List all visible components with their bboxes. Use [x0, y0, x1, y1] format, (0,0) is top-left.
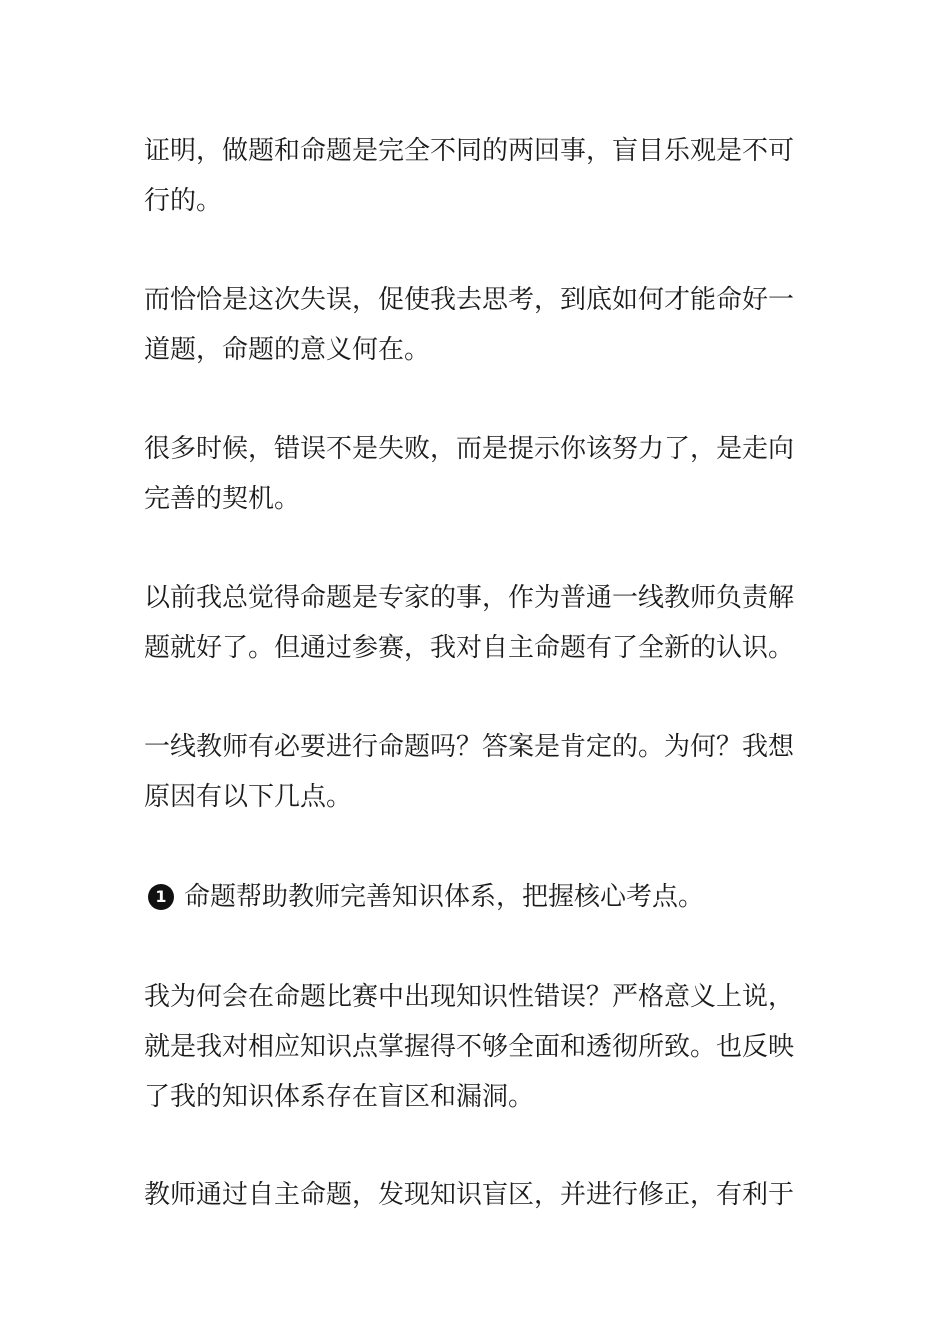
- paragraph-line: 一线教师有必要进行命题吗？答案是肯定的。为何？我想: [144, 732, 795, 762]
- paragraph-line: 教师通过自主命题，发现知识盲区，并进行修正，有利于: [144, 1180, 795, 1210]
- paragraph-line: 以前我总觉得命题是专家的事，作为普通一线教师负责解: [144, 583, 795, 613]
- paragraph-7: [144, 1170, 808, 1220]
- paragraph-line: 完善的契机。: [144, 484, 301, 514]
- number-badge-icon: 1: [148, 884, 174, 910]
- paragraph-4: [144, 573, 808, 673]
- paragraph-line: 题就好了。但通过参赛，我对自主命题有了全新的认识。: [144, 633, 795, 663]
- paragraph-line: 行的。: [144, 186, 223, 216]
- paragraph-line: 我为何会在命题比赛中出现知识性错误？严格意义上说，: [144, 982, 795, 1012]
- paragraph-line: 道题，命题的意义何在。: [144, 335, 431, 365]
- numbered-heading-text: 命题帮助教师完善知识体系，把握核心考点。: [184, 882, 705, 912]
- numbered-heading: [144, 872, 808, 922]
- paragraph-line: 而恰恰是这次失误，促使我去思考，到底如何才能命好一: [144, 285, 795, 315]
- paragraph-1: [144, 126, 808, 226]
- paragraph-line: 就是我对相应知识点掌握得不够全面和透彻所致。也反映: [144, 1032, 795, 1062]
- paragraph-5: [144, 722, 808, 822]
- paragraph-line: 很多时候，错误不是失败，而是提示你该努力了，是走向: [144, 434, 795, 464]
- paragraph-3: [144, 424, 808, 524]
- paragraph-2: [144, 275, 808, 375]
- paragraph-6: [144, 972, 808, 1122]
- paragraph-line: 原因有以下几点。: [144, 782, 353, 812]
- paragraph-line: 了我的知识体系存在盲区和漏洞。: [144, 1082, 535, 1112]
- paragraph-line: 证明，做题和命题是完全不同的两回事，盲目乐观是不可: [144, 136, 795, 166]
